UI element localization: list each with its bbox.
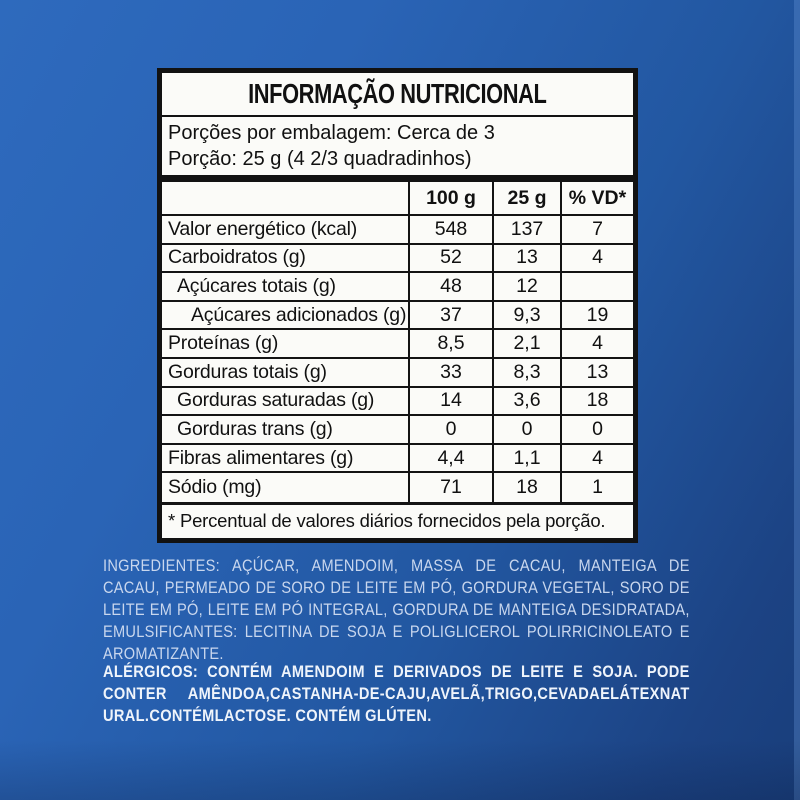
cell-value: 48 [408, 273, 492, 302]
cell-value [560, 273, 633, 302]
cell-value: 37 [408, 302, 492, 331]
cell-value: 3,6 [492, 388, 560, 417]
cell-value: 8,5 [408, 330, 492, 359]
allergens-block [103, 661, 690, 727]
nutrition-label-border [157, 68, 638, 543]
text-line: CACAU, PERMEADO DE SORO DE LEITE EM PÓ, GORDURA VEGETAL, SORO DE [103, 578, 690, 597]
cell-value: 12 [492, 273, 560, 302]
cell-value: 71 [408, 473, 492, 502]
cell-value: 1,1 [492, 445, 560, 474]
text-line: AROMATIZANTE. [103, 644, 224, 663]
column-header: 25 g [492, 182, 560, 216]
cell-value: 18 [492, 473, 560, 502]
background-right-highlight [794, 0, 800, 800]
footnote [162, 502, 633, 538]
text-line: INGREDIENTES: AÇÚCAR, AMENDOIM, MASSA DE CACAU, MANTEIGA DE [103, 556, 690, 575]
cell-value: 18 [560, 388, 633, 417]
serving-info [162, 117, 633, 175]
row-label: Fibras alimentares (g) [162, 445, 408, 474]
cell-value: 0 [560, 416, 633, 445]
cell-value: 4,4 [408, 445, 492, 474]
text-line: Porções por embalagem: Cerca de 3 [168, 122, 495, 144]
row-label: Açúcares adicionados (g) [162, 302, 408, 331]
cell-value: 52 [408, 245, 492, 274]
text-line: CONTER AMÊNDOA,CASTANHA-DE-CAJU,AVELÃ,TRIGO,CEVADAELÁTEXNAT [103, 684, 690, 703]
cell-value: 13 [560, 359, 633, 388]
background-bottom-shade [0, 740, 800, 800]
row-label: Gorduras totais (g) [162, 359, 408, 388]
column-header: % VD* [560, 182, 633, 216]
cell-value: 4 [560, 445, 633, 474]
cell-value: 19 [560, 302, 633, 331]
row-label: Gorduras trans (g) [162, 416, 408, 445]
cell-value: 9,3 [492, 302, 560, 331]
cell-value: 33 [408, 359, 492, 388]
text-line: URAL.CONTÉMLACTOSE. CONTÉM GLÚTEN. [103, 706, 432, 725]
cell-value: 0 [408, 416, 492, 445]
row-label: Valor energético (kcal) [162, 216, 408, 245]
nutrition-table [162, 182, 633, 502]
row-label: Açúcares totais (g) [162, 273, 408, 302]
cell-value: 8,3 [492, 359, 560, 388]
row-label: Gorduras saturadas (g) [162, 388, 408, 417]
column-header: 100 g [408, 182, 492, 216]
text-line: EMULSIFICANTES: LECITINA DE SOJA E POLIGLICEROL POLIRRICINOLEATO E [103, 622, 690, 641]
nutrition-label-card [157, 68, 638, 543]
label-title-row [162, 73, 633, 117]
ingredients-block [103, 555, 690, 665]
label-title: INFORMAÇÃO NUTRICIONAL [248, 78, 547, 109]
row-label: Proteínas (g) [162, 330, 408, 359]
cell-value: 4 [560, 330, 633, 359]
cell-value: 4 [560, 245, 633, 274]
cell-value: 0 [492, 416, 560, 445]
footnote-text: * Percentual de valores diários fornecidos pela porção. [168, 510, 606, 531]
divider-bar [162, 175, 633, 182]
cell-value: 548 [408, 216, 492, 245]
cell-value: 14 [408, 388, 492, 417]
cell-value: 13 [492, 245, 560, 274]
cell-value: 7 [560, 216, 633, 245]
text-line: LEITE EM PÓ, LEITE EM PÓ INTEGRAL, GORDURA DE MANTEIGA DESIDRATADA, [103, 600, 690, 619]
cell-value: 2,1 [492, 330, 560, 359]
text-line: Porção: 25 g (4 2/3 quadradinhos) [168, 148, 472, 170]
cell-value: 1 [560, 473, 633, 502]
cell-value: 137 [492, 216, 560, 245]
column-header-empty [162, 182, 408, 216]
row-label: Carboidratos (g) [162, 245, 408, 274]
text-line: ALÉRGICOS: CONTÉM AMENDOIM E DERIVADOS DE LEITE E SOJA. PODE [103, 662, 690, 681]
row-label: Sódio (mg) [168, 476, 262, 499]
